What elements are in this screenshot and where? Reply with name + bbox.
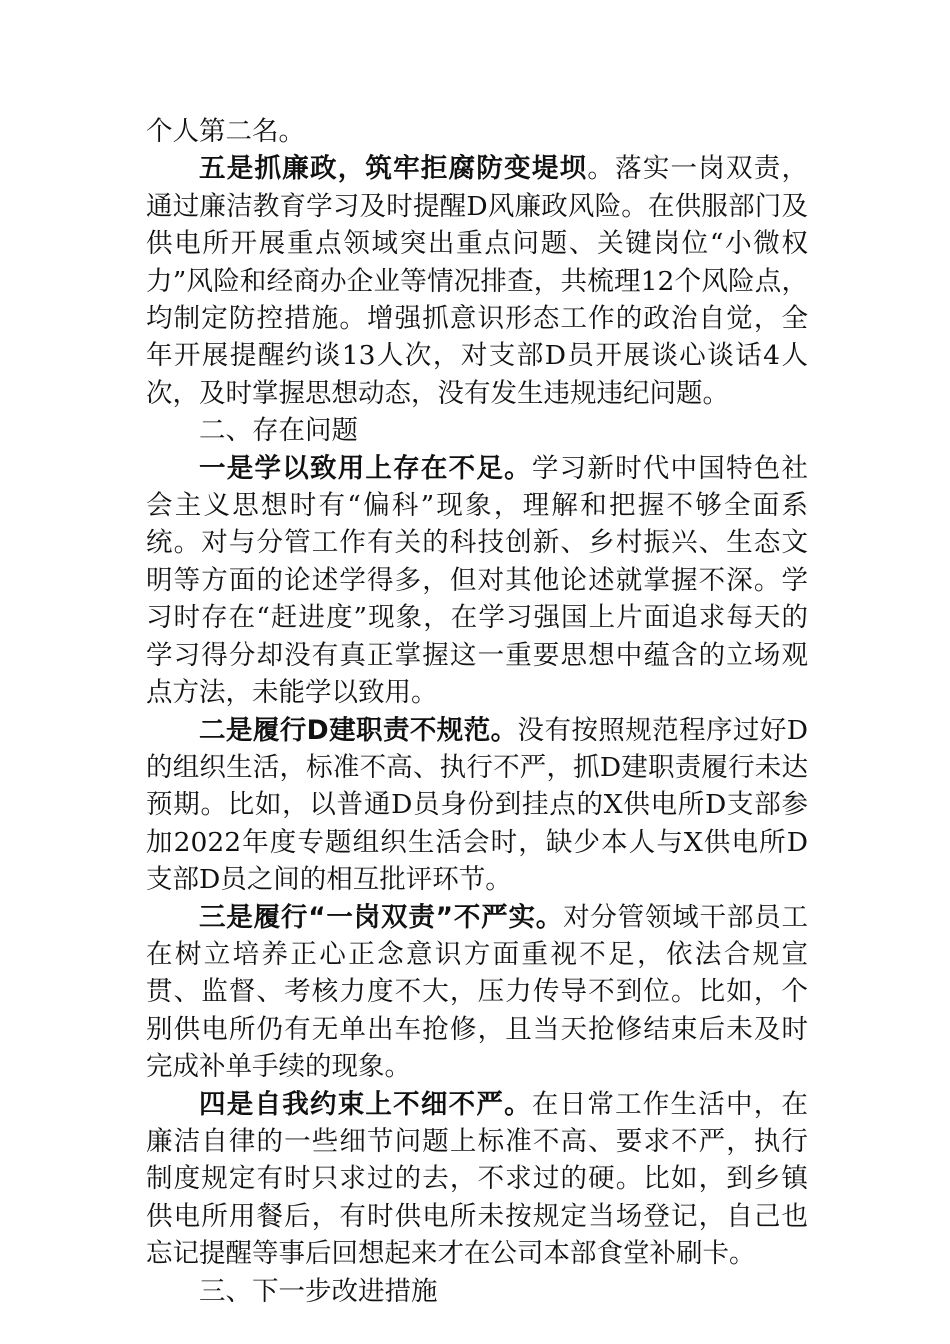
paragraph-text: 对分管领域干部员工在树立培养正心正念意识方面重视不足，依法合规宣贯、监督、考核力度不大，压力传导不到位。比如，个别供电所仍有无单出车抢修，且当天抢修结束后未及时完成补单手续的现象。 — [146, 901, 808, 1083]
section-heading-improvements — [146, 1273, 808, 1310]
paragraph-text: 个人第二名。 — [146, 116, 305, 147]
paragraph-lead: 一是学以致用上存在不足。 — [199, 452, 532, 484]
paragraph-lead: 五是抓廉政，筑牢拒腐防变堤坝 — [199, 153, 588, 185]
paragraph-lead: 四是自我约束上不细不严。 — [199, 1088, 532, 1120]
paragraph-item-five — [146, 150, 808, 412]
paragraph-item-four — [146, 1086, 808, 1273]
heading-text: 三、下一步改进措施 — [199, 1275, 438, 1307]
paragraph-continuation — [146, 113, 808, 150]
paragraph-lead: 二是履行D建职责不规范。 — [199, 714, 518, 746]
heading-text: 二、存在问题 — [199, 415, 358, 447]
paragraph-text: 在日常工作生活中，在廉洁自律的一些细节问题上标准不高、要求不严，执行制度规定有时只求过的去，不求过的硬。比如，到乡镇供电所用餐后，有时供电所未按规定当场登记，自己也忘记提醒等事后回想起来才在公司本部食堂补刷卡。 — [146, 1088, 809, 1270]
paragraph-lead: 三是履行“一岗双责”不严实。 — [199, 901, 564, 933]
paragraph-item-two — [146, 712, 808, 899]
paragraph-text: 没有按照规范程序过好D的组织生活，标准不高、执行不严，抓D建职责履行未达预期。比如，以普通D员身份到挂点的X供电所D支部参加2022年度专题组织生活会时，缺少本人与X供电所D支部D员之间的相互批评环节。 — [146, 714, 808, 896]
section-heading-problems — [146, 412, 808, 449]
paragraph-item-one — [146, 450, 808, 712]
document-page — [146, 113, 808, 1310]
paragraph-text: 学习新时代中国特色社会主义思想时有“偏科”现象，理解和把握不够全面系统。对与分管工作有关的科技创新、乡村振兴、生态文明等方面的论述学得多，但对其他论述就掌握不深。学习时存在“赶进度”现象，在学习强国上片面追求每天的学习得分却没有真正掌握这一重要思想中蕴含的立场观点方法，未能学以致用。 — [146, 452, 809, 709]
paragraph-text: 。落实一岗双责，通过廉洁教育学习及时提醒D风廉政风险。在供服部门及供电所开展重点领域突出重点问题、关键岗位“小微权力”风险和经商办企业等情况排查，共梳理12个风险点，均制定防控措施。增强抓意识形态工作的政治自觉，全年开展提醒约谈13人次，对支部D员开展谈心谈话4人次，及时掌握思想动态，没有发生违规违纪问题。 — [146, 153, 809, 409]
paragraph-item-three — [146, 899, 808, 1086]
